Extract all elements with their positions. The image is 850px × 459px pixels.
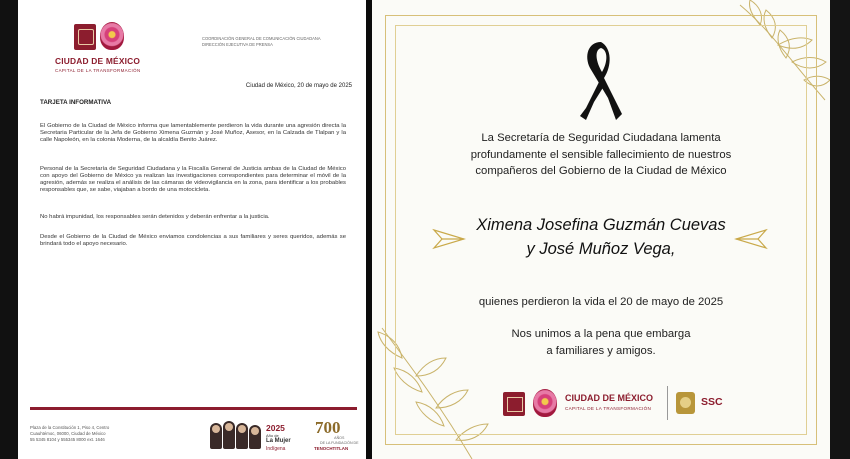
press-release-document [18, 0, 366, 459]
anos-line-2: DE LA FUNDACIÓN DE [320, 440, 359, 445]
coordination-line-1: COORDINACIÓN GENERAL DE COMUNICACIÓN CIUDADANA [202, 36, 321, 41]
logo-separator [667, 386, 668, 420]
paragraph-4: Desde el Gobierno de la Ciudad de México enviamos condolencias a sus familiares y seres queridos, además se brindará todo el apoyo necesario. [40, 234, 346, 248]
anniversary-caption [320, 436, 359, 445]
date-of-death-text: quienes perdieron la vida el 20 de mayo de 2025 [478, 296, 724, 308]
paragraph-3: No habrá impunidad, los responsables serán detenidos y deberán enfrentar a la justicia. [40, 214, 270, 220]
cdmx-seal-icon [74, 24, 96, 50]
unite-line-1: Nos unimos a la pena que embarga [511, 328, 691, 340]
condolence-message [402, 130, 800, 180]
card-cdmx-seal-icon [503, 392, 525, 416]
card-flower-emblem-icon [533, 389, 557, 417]
paragraph-1: El Gobierno de la Ciudad de México informa que lamentablemente perdieron la vida durante una agresión directa la Secretaria Particular de la Jefa de Gobierno Ximena Guzmán y José Muñoz, Asesor, en la Calzada de Tlalpan y la calle Napoleón, en la colonia Moderna, de la alcaldía Benito Juárez. [40, 123, 346, 144]
indigenous-women-illustration [210, 419, 262, 449]
footer-address [30, 425, 109, 443]
address-line-2: Cuauhtémoc, 06000, Ciudad de México [30, 431, 106, 436]
year-line-2: La Mujer [266, 438, 291, 444]
footer-year: 2025 [266, 423, 285, 433]
condolence-line-1: La Secretaría de Seguridad Ciudadana lamenta [481, 132, 721, 144]
unite-line-2: a familiares y amigos. [546, 344, 656, 357]
ornament-arrow-right-icon [734, 228, 768, 250]
cdmx-logo-subtitle: CAPITAL DE LA TRANSFORMACIÓN [55, 68, 141, 73]
coordination-line-2: DIRECCIÓN EJECUTIVA DE PRENSA [202, 42, 273, 47]
coordination-heading [202, 36, 321, 48]
document-title: TARJETA INFORMATIVA [40, 99, 112, 106]
flower-emblem-icon [100, 22, 124, 50]
anniversary-700-logo: 700 [315, 418, 341, 437]
address-line-3: 55 5345 8104 y 555345 8000 ext. 1646 [30, 437, 105, 442]
mourning-ribbon-icon [578, 38, 624, 122]
paragraph-2: Personal de la Secretaría de Seguridad Ciudadana y la Fiscalía General de Justicia ambas de la Ciudad de México con apoyo del Gobierno de México ya realizan las investigaciones correspondientes para determinar el móvil de la agresión, además se realiza el análisis de las cámaras de videovigilancia en la zona, para identificar a los probables responsables que, se sabe, viajaban a bordo de una motocicleta. [40, 166, 346, 194]
document-header [18, 18, 366, 78]
year-line-1: Año de [266, 433, 279, 438]
right-margin [830, 0, 850, 459]
ssc-shield-icon [676, 392, 695, 414]
name-line-2: y José Muñoz Vega, [526, 240, 676, 258]
year-of-indigenous-woman [266, 434, 291, 445]
condolence-line-2: profundamente el sensible fallecimiento de nuestros [470, 148, 732, 161]
name-line-1: Ximena Josefina Guzmán Cuevas [476, 216, 726, 234]
anos-line-1: AÑOS [334, 436, 345, 440]
card-cdmx-logo-subtitle: CAPITAL DE LA TRANSFORMACIÓN [565, 406, 652, 411]
ssc-label: SSC [701, 396, 723, 408]
card-cdmx-logo-title: CIUDAD DE MÉXICO [565, 393, 654, 403]
solidarity-message [402, 326, 800, 359]
footer-divider [30, 407, 357, 410]
address-line-1: Plaza de la Constitución 1, Piso 4, Centro [30, 425, 110, 430]
cdmx-logo-title: CIUDAD DE MÉXICO [55, 56, 141, 66]
condolence-card [372, 0, 830, 459]
tenochtitlan-label: TENOCHTITLAN [314, 446, 349, 451]
ornament-arrow-left-icon [432, 228, 466, 250]
year-line-3: Indígena [266, 446, 286, 452]
deceased-names [462, 213, 740, 261]
condolence-line-3: compañeros del Gobierno de la Ciudad de México [475, 165, 727, 177]
document-date: Ciudad de México, 20 de mayo de 2025 [245, 83, 352, 89]
